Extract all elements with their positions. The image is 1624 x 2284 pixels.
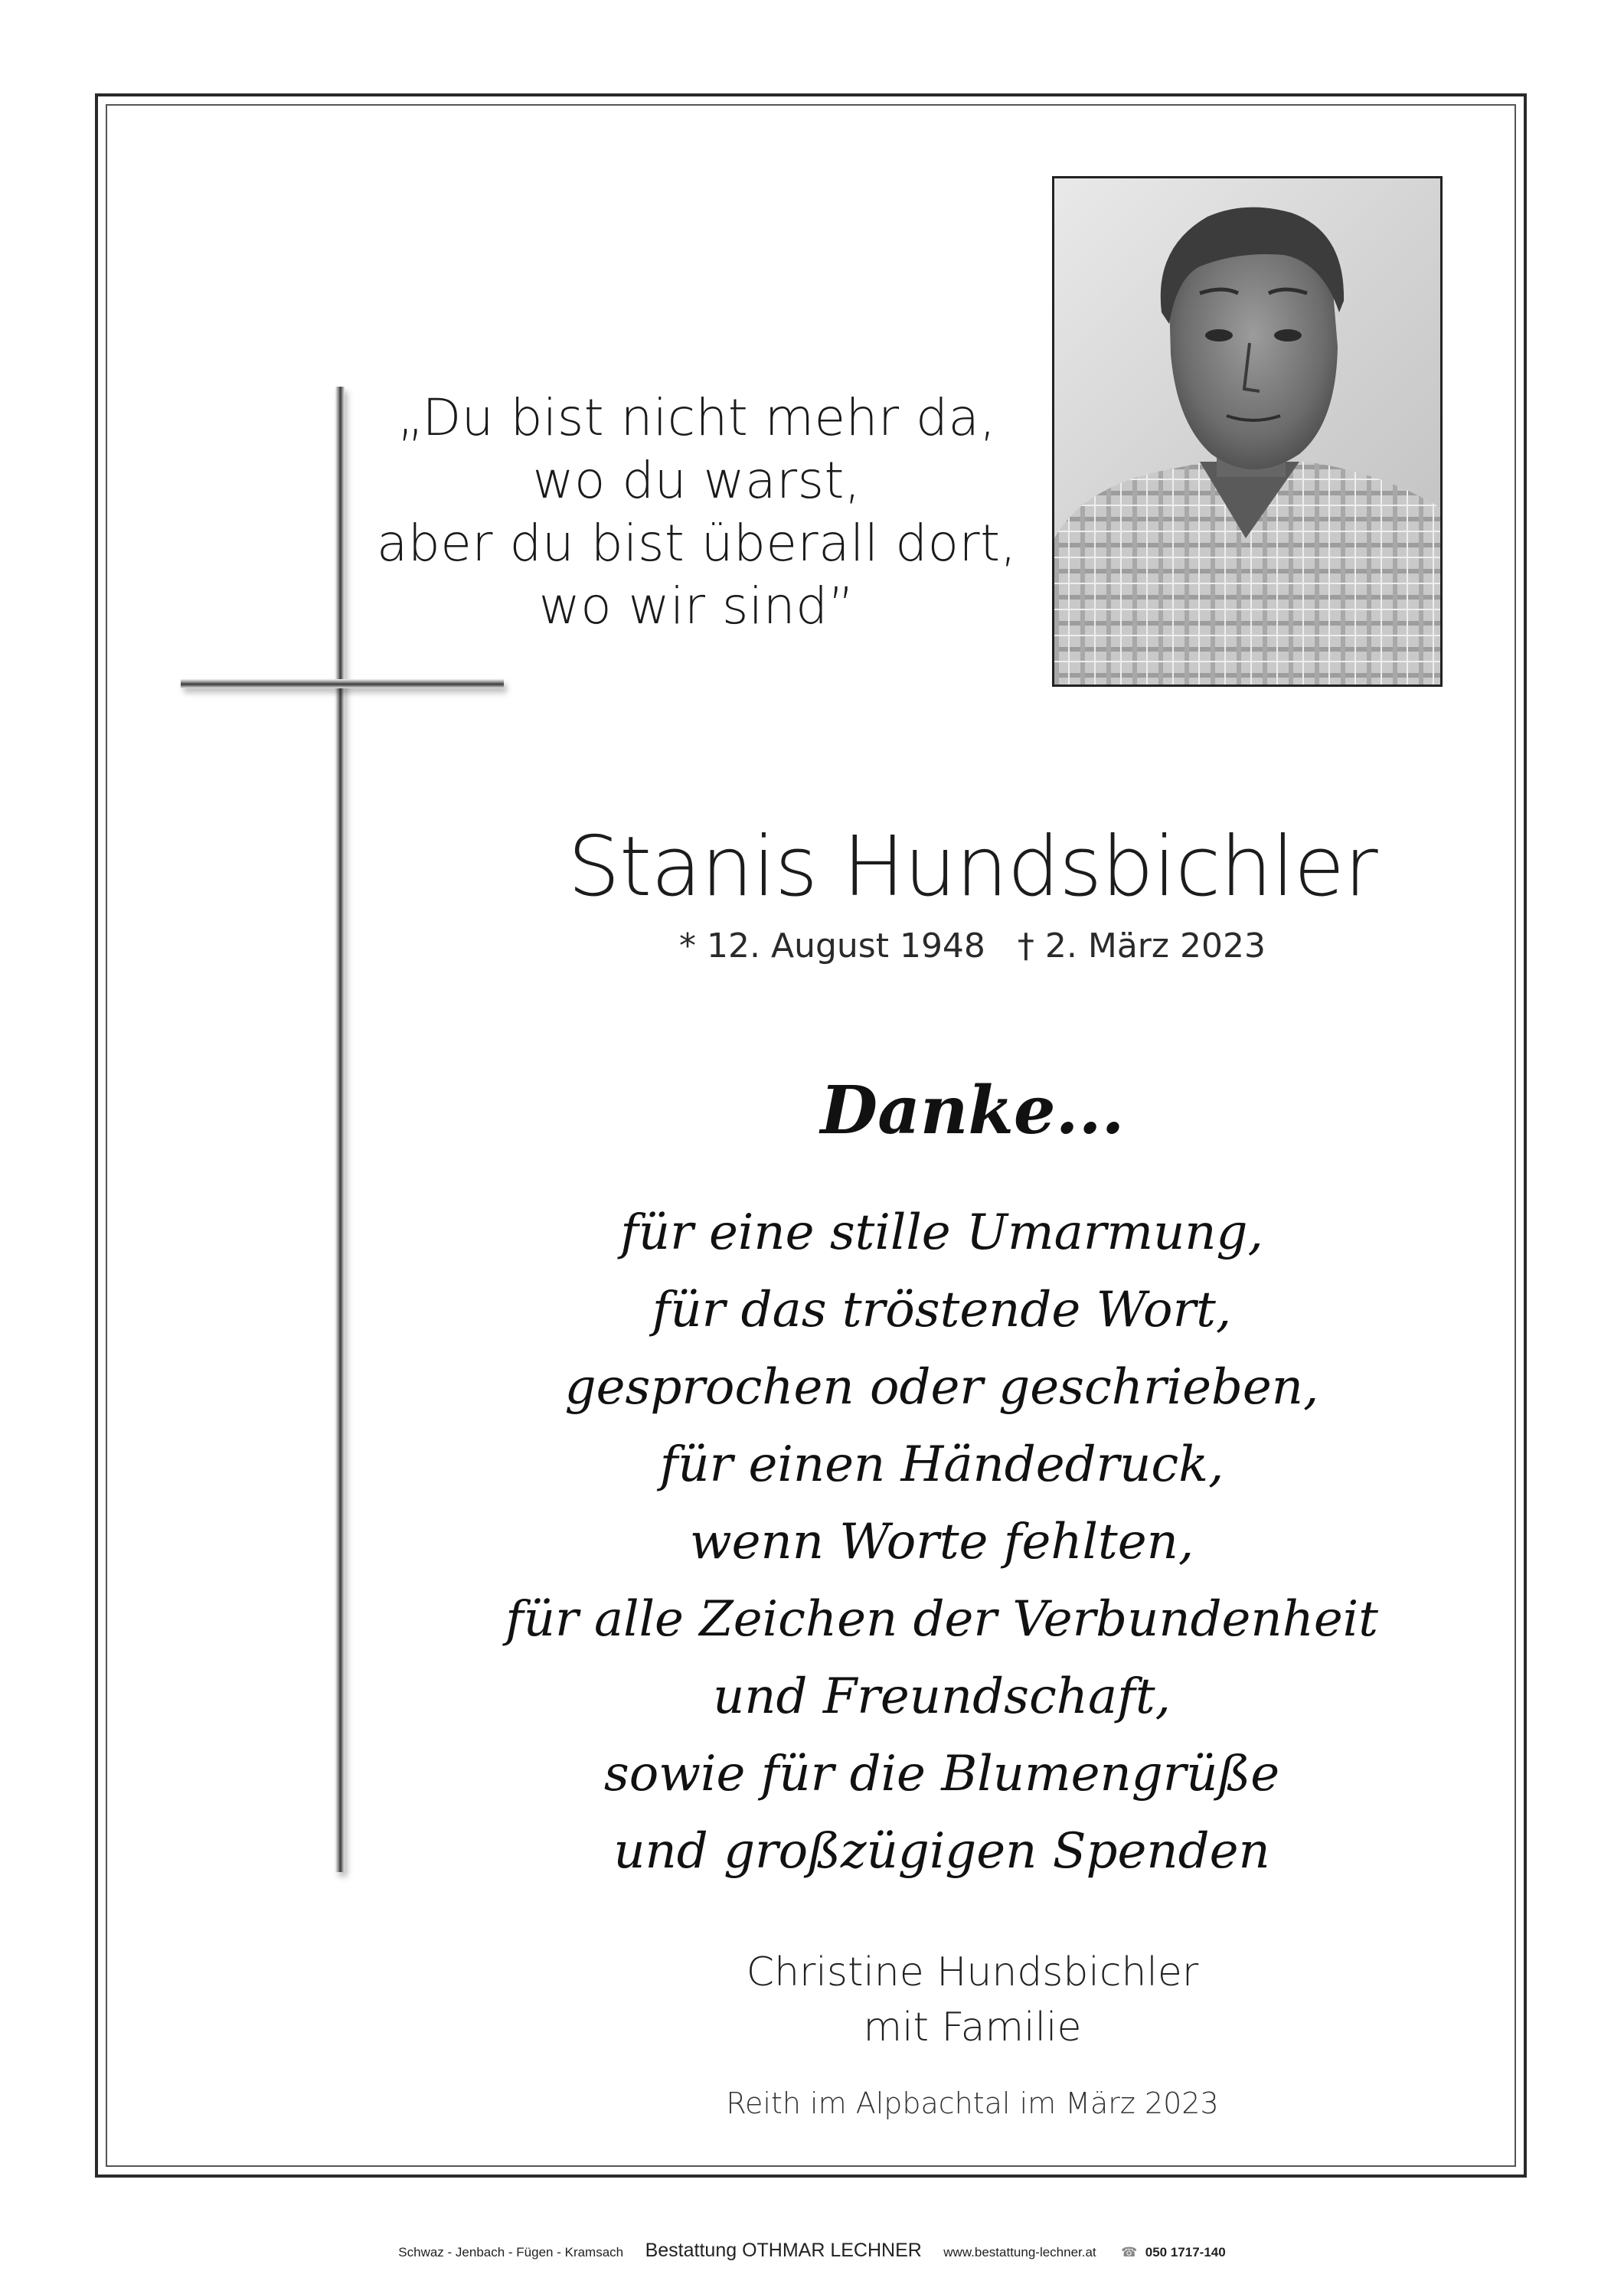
- quote-line: wo wir sind”: [538, 577, 855, 636]
- portrait-photo: [1052, 176, 1443, 687]
- life-dates: [475, 926, 1470, 966]
- thanks-line: für das tröstende Wort,: [652, 1282, 1232, 1338]
- portrait-illustration: [1054, 178, 1440, 685]
- quote-line: „Du bist nicht mehr da,: [397, 388, 996, 447]
- thanks-line: wenn Worte fehlten,: [689, 1514, 1194, 1570]
- memorial-quote: [360, 387, 1034, 638]
- thanks-text: [413, 1194, 1470, 1890]
- footer: [0, 2240, 1624, 2262]
- cross-vertical-beam: [335, 387, 345, 1872]
- phone-icon: ☎: [1121, 2245, 1138, 2259]
- signature-name: Christine Hundsbichler: [746, 1949, 1199, 1995]
- quote-line: aber du bist überall dort,: [376, 514, 1018, 573]
- thanks-heading: Danke...: [820, 1072, 1125, 1149]
- thanks-line: für alle Zeichen der Verbundenheit: [505, 1591, 1378, 1648]
- thanks-line: für eine stille Umarmung,: [620, 1204, 1263, 1261]
- footer-brand: Bestattung OTHMAR LECHNER: [645, 2240, 922, 2261]
- death-date: † 2. März 2023: [1017, 926, 1266, 966]
- thanks-line: gesprochen oder geschrieben,: [564, 1359, 1319, 1416]
- birth-date: * 12. August 1948: [679, 926, 985, 966]
- signature: [475, 1945, 1470, 2055]
- thanks-line: für einen Händedruck,: [659, 1436, 1224, 1493]
- signature-family: mit Familie: [863, 2005, 1082, 2050]
- thanks-line: sowie für die Blumengrüße: [603, 1746, 1280, 1802]
- footer-locations: Schwaz - Jenbach - Fügen - Kramsach: [398, 2245, 624, 2259]
- quote-line: wo du warst,: [532, 451, 861, 510]
- thanks-line: und Freundschaft,: [713, 1668, 1171, 1725]
- footer-phone[interactable]: 050 1717-140: [1145, 2245, 1226, 2259]
- thanks-line: und großzügigen Spenden: [613, 1823, 1270, 1880]
- place-date: Reith im Alpbachtal im März 2023: [726, 2086, 1219, 2120]
- footer-website[interactable]: www.bestattung-lechner.at: [943, 2245, 1096, 2259]
- deceased-name: Stanis Hundsbichler: [567, 819, 1377, 915]
- cross-horizontal-beam: [181, 679, 504, 688]
